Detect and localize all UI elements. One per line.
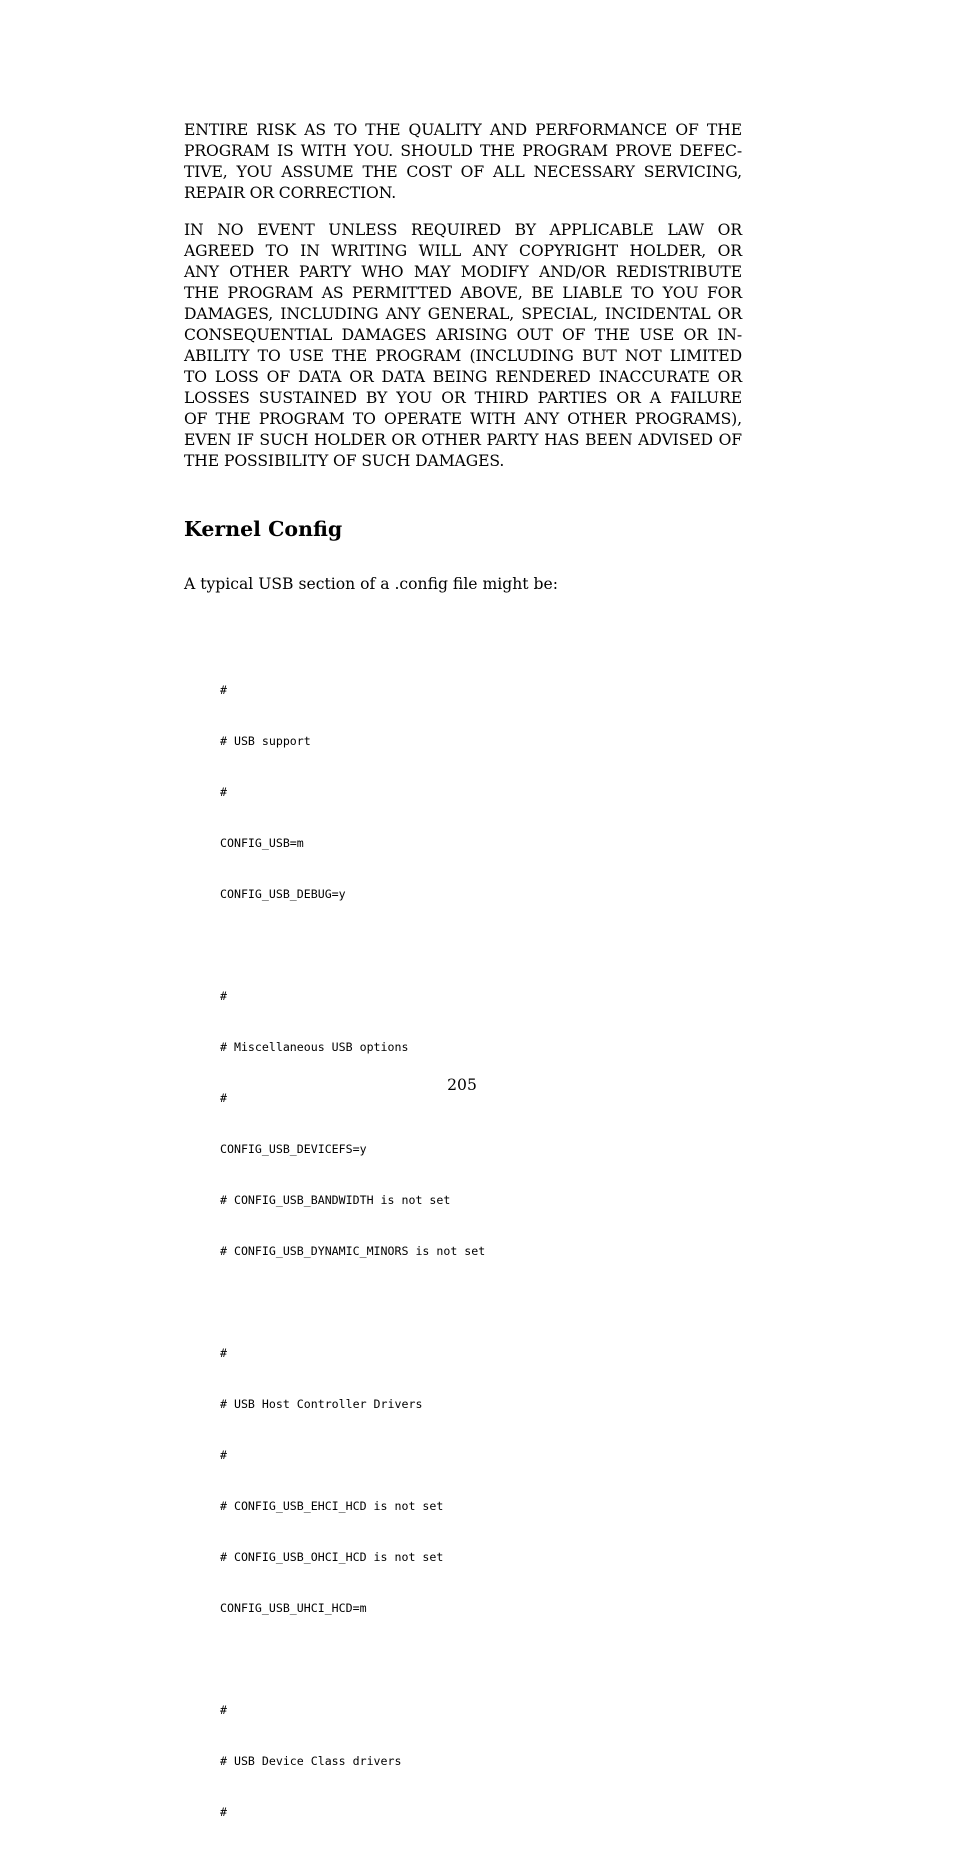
section-intro: A typical USB section of a .config file might be: <box>184 575 558 593</box>
license-paragraph-liability <box>184 220 742 472</box>
code-line: CONFIG_USB=m <box>220 836 304 850</box>
code-line: CONFIG_USB_DEVICEFS=y <box>220 1142 367 1156</box>
config-code-block <box>220 648 485 1855</box>
text-line: TO LOSS OF DATA OR DATA BEING RENDERED INACCURATE OR <box>184 368 742 386</box>
code-line: # Miscellaneous USB options <box>220 1040 409 1054</box>
text-line: TIVE, YOU ASSUME THE COST OF ALL NECESSARY SERVICING, <box>184 163 742 181</box>
text-line: OF THE PROGRAM TO OPERATE WITH ANY OTHER PROGRAMS), <box>184 410 742 428</box>
text-line: DAMAGES, INCLUDING ANY GENERAL, SPECIAL, INCIDENTAL OR <box>184 305 742 323</box>
page-number: 205 <box>447 1076 477 1094</box>
code-line: # <box>220 1346 227 1360</box>
text-line: CONSEQUENTIAL DAMAGES ARISING OUT OF THE USE OR IN- <box>184 326 742 344</box>
license-paragraph-warranty <box>184 120 742 204</box>
code-line: # <box>220 683 227 697</box>
text-line: IN NO EVENT UNLESS REQUIRED BY APPLICABLE LAW OR <box>184 221 742 239</box>
text-line: ABILITY TO USE THE PROGRAM (INCLUDING BUT NOT LIMITED <box>184 347 742 365</box>
text-line: REPAIR OR CORRECTION. <box>184 184 397 202</box>
code-line: # <box>220 989 227 1003</box>
code-line <box>220 1651 485 1668</box>
code-line: # CONFIG_USB_DYNAMIC_MINORS is not set <box>220 1244 486 1258</box>
code-line: # <box>220 1805 227 1819</box>
text-line: ANY OTHER PARTY WHO MAY MODIFY AND/OR REDISTRIBUTE <box>184 263 742 281</box>
code-line: # USB Device Class drivers <box>220 1754 402 1768</box>
code-line: # <box>220 1448 227 1462</box>
text-line: EVEN IF SUCH HOLDER OR OTHER PARTY HAS BEEN ADVISED OF <box>184 431 742 449</box>
code-line: CONFIG_USB_UHCI_HCD=m <box>220 1601 367 1615</box>
text-line: LOSSES SUSTAINED BY YOU OR THIRD PARTIES OR A FAILURE <box>184 389 742 407</box>
code-line: # USB support <box>220 734 311 748</box>
text-line: THE POSSIBILITY OF SUCH DAMAGES. <box>184 452 505 470</box>
code-line <box>220 1294 485 1311</box>
code-line: # USB Host Controller Drivers <box>220 1397 423 1411</box>
code-line: # CONFIG_USB_BANDWIDTH is not set <box>220 1193 451 1207</box>
section-heading: Kernel Config <box>184 517 343 541</box>
code-line: # CONFIG_USB_OHCI_HCD is not set <box>220 1550 444 1564</box>
text-line: ENTIRE RISK AS TO THE QUALITY AND PERFORMANCE OF THE <box>184 121 742 139</box>
code-line: # <box>220 1703 227 1717</box>
code-line: # <box>220 1091 227 1105</box>
code-line: # CONFIG_USB_EHCI_HCD is not set <box>220 1499 444 1513</box>
text-line: PROGRAM IS WITH YOU. SHOULD THE PROGRAM PROVE DEFEC- <box>184 142 742 160</box>
text-line: AGREED TO IN WRITING WILL ANY COPYRIGHT HOLDER, OR <box>184 242 742 260</box>
code-line: CONFIG_USB_DEBUG=y <box>220 887 346 901</box>
code-line: # <box>220 785 227 799</box>
code-line <box>220 937 485 954</box>
text-line: THE PROGRAM AS PERMITTED ABOVE, BE LIABLE TO YOU FOR <box>184 284 742 302</box>
